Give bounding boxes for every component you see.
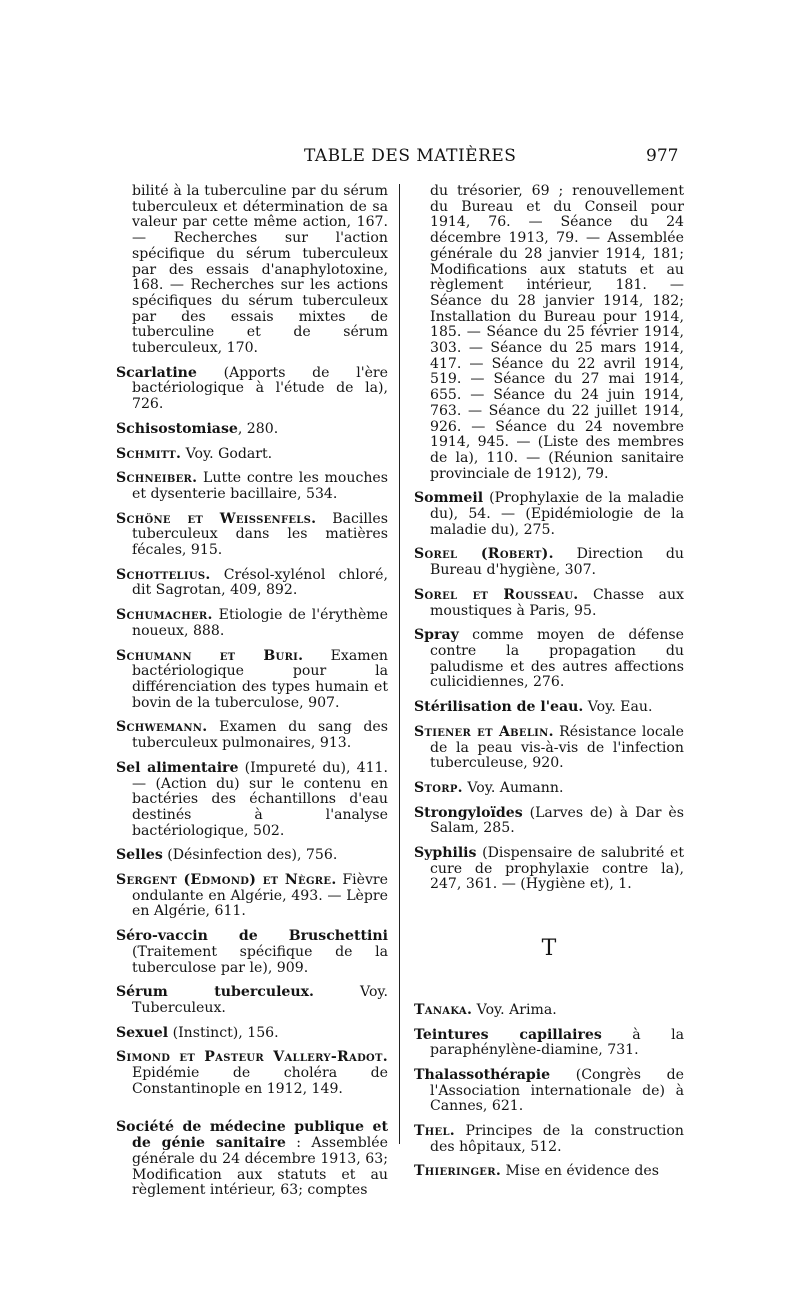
index-entry [414, 1164, 684, 1180]
index-entry [116, 422, 388, 438]
entry-heading: Séro-vaccin de Bruschettini [116, 928, 388, 945]
entry-text: (Apports de l'ère bactériologique à l'étude de la), 726. [132, 364, 388, 413]
index-entry [414, 725, 684, 772]
index-entry [414, 547, 684, 578]
index-entry-continuation [414, 184, 684, 482]
author-name: Tanaka. [414, 1001, 473, 1018]
author-name: Schneiber. [116, 470, 198, 487]
index-entry [116, 1120, 388, 1199]
index-entry [116, 366, 388, 413]
entry-text: Lutte contre les mouches et dysenterie bacillaire, 534. [132, 470, 388, 502]
author-name: Thieringer. [414, 1163, 502, 1180]
index-entry [116, 1050, 388, 1097]
entry-text: Voy. Tuberculeux. [132, 984, 388, 1016]
index-entry [116, 985, 388, 1016]
entry-text: Examen bactériologique pour la différenciation des types humain et bovin de la tuberculose, 907. [132, 647, 388, 711]
index-entry [116, 848, 388, 864]
index-entry [116, 1026, 388, 1042]
index-column-right [414, 184, 684, 1189]
entry-heading: Sel alimentaire [116, 759, 239, 776]
entry-text: Crésol-xylénol chloré, dit Sagrotan, 409, 892. [132, 566, 388, 599]
entry-text: Bacilles tuberculeux dans les matières fécales, 915. [132, 510, 388, 559]
author-name: Stiener et Abelin. [414, 723, 554, 740]
spacer [116, 1106, 388, 1120]
index-entry [414, 1003, 684, 1019]
entry-text: Principes de la construction des hôpitaux, 512. [430, 1123, 684, 1155]
author-name: Schumacher. [116, 607, 213, 624]
entry-text: Examen du sang des tuberculeux pulmonaires, 913. [132, 719, 388, 752]
entry-heading: Scarlatine [116, 364, 197, 381]
entry-text: (Traitement spécifique de la tuberculose par le), 909. [132, 943, 388, 976]
entry-text: Résistance locale de la peau vis-à-vis de l'infection tuberculeuse, 920. [430, 723, 684, 772]
author-name: Schumann et Buri. [116, 647, 304, 664]
entry-heading: Selles [116, 847, 163, 864]
entry-text: bilité à la tuberculine par du sérum tuberculeux et détermination de sa valeur par cette même action, 167. — Recherches sur l'action spécifique du sérum tuberculeux par des essais d'anaphylotoxine, 168. — Recherches sur les actions spécifiques du sérum tuberculeux par des essais mixtes de tuberculine et de sérum tuberculeux, 170. [132, 183, 388, 357]
entry-text: Voy. Godart. [181, 445, 273, 462]
index-entry [116, 649, 388, 712]
index-entry [116, 873, 388, 920]
entry-text: Direction du Bureau d'hygiène, 307. [430, 546, 684, 579]
entry-text: : Assemblée générale du 24 décembre 1913, 63; Modification aux statuts et au règlement intérieur, 63; comptes [132, 1135, 388, 1199]
entry-text: Fièvre ondulante en Algérie, 493. — Lèpre en Algérie, 611. [132, 872, 388, 920]
entry-heading: Stérilisation de l'eau. [414, 699, 584, 716]
entry-text: Etiologie de l'érythème noueux, 888. [132, 607, 388, 639]
index-entry-continuation [116, 184, 388, 357]
index-entry [414, 846, 684, 893]
index-entry [414, 700, 684, 716]
entry-text: (Instinct), 156. [168, 1024, 279, 1041]
entry-text: , 280. [237, 420, 279, 437]
index-entry [414, 588, 684, 619]
entry-heading: Sexuel [116, 1024, 169, 1041]
entry-heading: Thalassothérapie [414, 1066, 551, 1083]
index-entry [116, 929, 388, 976]
page-header [0, 146, 800, 170]
author-name: Schwemann. [116, 719, 208, 736]
entry-text: (Larves de) à Dar ès Salam, 285. [430, 804, 684, 837]
index-entry [116, 568, 388, 599]
author-name: Schottelius. [116, 566, 211, 583]
author-name: Simond et Pasteur Vallery-Radot. [116, 1049, 388, 1066]
entry-heading: Spray [414, 627, 459, 644]
index-entry [414, 628, 684, 691]
index-entry [414, 806, 684, 837]
index-entry [414, 1124, 684, 1155]
section-letter: T [541, 936, 557, 962]
author-name: Schmitt. [116, 445, 182, 462]
entry-text: à la paraphénylène-diamine, 731. [430, 1026, 684, 1059]
entry-text: Chasse aux moustiques à Paris, 95. [430, 586, 684, 619]
entry-text: (Désinfection des), 756. [162, 847, 338, 864]
index-entry [116, 761, 388, 840]
entry-heading: Teintures capillaires [414, 1026, 602, 1043]
entry-text: Mise en évidence des [501, 1163, 659, 1180]
index-entry [116, 512, 388, 559]
index-entry [116, 447, 388, 463]
entry-heading: Syphilis [414, 845, 477, 862]
entry-text: Voy. Arima. [472, 1001, 557, 1018]
column-divider [399, 184, 400, 1144]
entry-text: Voy. Aumann. [462, 779, 564, 796]
entry-text: Epidémie de choléra de Constantinople en 1912, 149. [132, 1065, 388, 1097]
author-name: Sorel (Robert). [414, 546, 554, 563]
entry-text: comme moyen de défense contre la propagation du paludisme et des autres affections culicidiennes, 276. [430, 627, 684, 691]
index-entry [414, 1028, 684, 1059]
index-entry [414, 1068, 684, 1115]
entry-heading: Strongyloïdes [414, 804, 523, 821]
author-name: Storp. [414, 779, 463, 796]
entry-heading: Sérum tuberculeux. [116, 984, 314, 1001]
entry-text: (Prophylaxie de la maladie du), 54. — (Epidémiologie de la maladie du), 275. [430, 490, 684, 538]
entry-text: Voy. Eau. [583, 699, 653, 716]
page-number: 977 [646, 146, 679, 166]
author-name: Thel. [414, 1123, 455, 1140]
page-title: TABLE DES MATIÈRES [304, 146, 517, 166]
entry-text: (Dispensaire de salubrité et cure de prophylaxie contre la), 247, 361. — (Hygiène et), 1. [430, 845, 684, 893]
index-entry [414, 491, 684, 538]
entry-text: (Congrès de l'Association internationale de) à Cannes, 621. [430, 1066, 684, 1115]
index-entry [116, 608, 388, 639]
index-entry [116, 720, 388, 751]
author-name: Sorel et Rousseau. [414, 586, 579, 603]
entry-text: du trésorier, 69 ; renouvellement du Bureau et du Conseil pour 1914, 76. — Séance du 24 décembre 1913, 79. — Assemblée générale du 28 janvier 1914, 181; Modifications aux statuts et au règlement intérieur, 181. — Séance du 28 janvier 1914, 182; Installation du Bureau pour 1914, 185. — Séance du 25 février 1914, 303. — Séance du 25 mars 1914, 417. — Séance du 22 avril 1914, 519. — Séance du 27 mai 1914, 655. — Séance du 24 juin 1914, 763. — Séance du 22 juillet 1914, 926. — Séance du 24 novembre 1914, 945. — (Liste des membres de la), 110. — (Réunion sanitaire provinciale de 1912), 79. [430, 183, 684, 482]
index-column-left [116, 184, 388, 1208]
index-entry [414, 781, 684, 797]
entry-heading: Sommeil [414, 490, 484, 507]
entry-heading: Schisostomiase [116, 420, 238, 437]
entry-text: (Impureté du), 411. — (Action du) sur le contenu en bactéries des échantillons d'eau destinés à l'analyse bactériologique, 502. [132, 759, 389, 839]
author-name: Sergent (Edmond) et Nègre. [116, 872, 337, 889]
index-entry [116, 471, 388, 502]
entry-heading: Société de médecine publique et de génie sanitaire [116, 1119, 388, 1152]
author-name: Schöne et Weissenfels. [116, 510, 317, 527]
